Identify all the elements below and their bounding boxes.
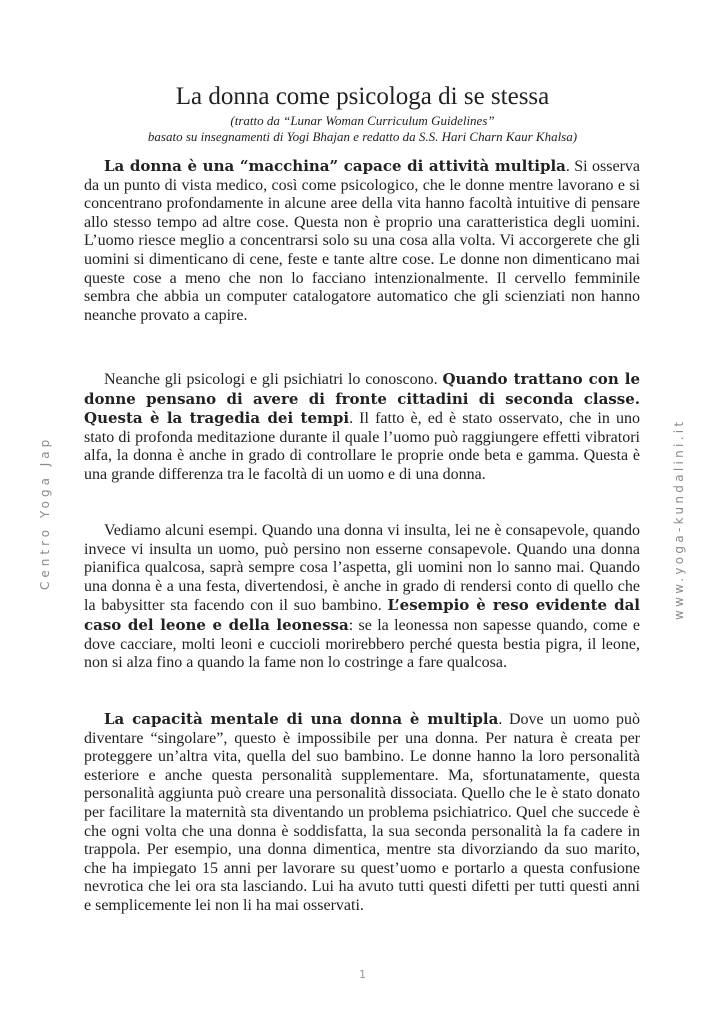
paragraph-3-text-after: : se la leonessa non sapesse quando, come e dove cacciare, molti leoni e cuccioli morirebbero perché questa bestia pigra, il leone, non si alza fino a quando la fame non lo costringe a fare qualcosa. (84, 616, 640, 672)
subtitle-credits: basato su insegnamenti di Yogi Bhajan e redatto da S.S. Hari Charn Kaur Khalsa) (147, 129, 578, 144)
paragraph-2 (84, 370, 640, 485)
paragraph-4-text: . Dove un uomo può diventare “singolare”, questo è impossibile per una donna. Per natura è creata per proteggere un’altra vita, quella del suo bambino. Le donne hanno la loro personalità esteriore e anche questa personalità supplementare. Ma, sfortunatamente, questa personalità aggiunta può creare una personalità dissociata. Quello che le è stato donato per facilitare la maternità sta diventando un problema psichiatrico. Quel che succede è che ogni volta che una donna è soddisfatta, la sua seconda personalità la fa cadere in trappola. Per esempio, una donna dimentica, mentre sta divorziando da suo marito, che ha impiegato 15 anni per lavorare su quest’uomo e portarlo a questa confusione nevrotica che lei ora sta lasciando. Lui ha avuto tutti questi difetti per tutti questi anni e semplicemente lei non li ha mai osservati. (84, 711, 640, 914)
paragraph-2-bold: Quando trattano con le donne pensano di avere di fronte cittadini di seconda classe. Questa è la tragedia dei tempi (84, 370, 640, 428)
paragraph-4 (84, 710, 640, 916)
paragraph-3 (84, 522, 640, 673)
paragraph-1-text: . Si osserva da un punto di vista medico, così come psicologico, che le donne mentre lavorano e si concentrano profondamente in alcune aree della vita hanno facoltà intuitive di pensare allo stesso tempo ad altre cose. Questa non è proprio una caratteristica degli uomini. L’uomo riesce meglio a concentrarsi solo su una cosa alla volta. Vi accorgerete che gli uomini si dimenticano di cene, feste e tante altre cose. Le donne non dimenticano mai queste cose a meno che non lo facciano intenzionalmente. Il cervello femminile sembra che abbia un computer catalogatore automatico che gli scienziati non hanno neanche provato a capire. (84, 158, 640, 324)
paragraph-1 (84, 157, 640, 325)
paragraph-2-text-before: Neanche gli psicologi e gli psichiatri lo conoscono. (104, 371, 443, 388)
paragraph-3-text-before: Vediamo alcuni esempi. Quando una donna vi insulta, lei ne è consapevole, quando invece vi insulta un uomo, può persino non esserne consapevole. Quando una donna pianifica qualcosa, saprà sempre cosa l’aspetta, gli uomini non lo sanno mai. Quando una donna è a una festa, divertendosi, è anche in grado di rendersi conto di quello che la babysitter sta facendo con il suo bambino. (84, 522, 640, 615)
paragraph-2-text-after: . Il fatto è, ed è stato osservato, che in uno stato di profonda meditazione durante il quale l’uomo può raggiungere effetti vibratori alfa, la donna è anche in grado di controllare le proprie onde beta e gamma. Questa è una grande differenza tra le facoltà di un uomo e di una donna. (84, 410, 640, 483)
paragraph-3-bold: L’esempio è reso evidente dal caso del leone e della leonessa (84, 596, 640, 634)
margin-label-left: Centro Yoga Jap (38, 435, 52, 590)
paragraph-1-lead: La donna è una “macchina” capace di attività multipla (104, 157, 566, 175)
subtitle-source: (tratto da “Lunar Woman Curriculum Guidelines” (230, 113, 495, 128)
page-title: La donna come psicologa di se stessa (175, 83, 550, 110)
margin-label-right: www.yoga-kundalini.it (672, 418, 686, 620)
paragraph-4-lead: La capacità mentale di una donna è multipla (104, 710, 499, 728)
page-number: 1 (359, 968, 366, 981)
